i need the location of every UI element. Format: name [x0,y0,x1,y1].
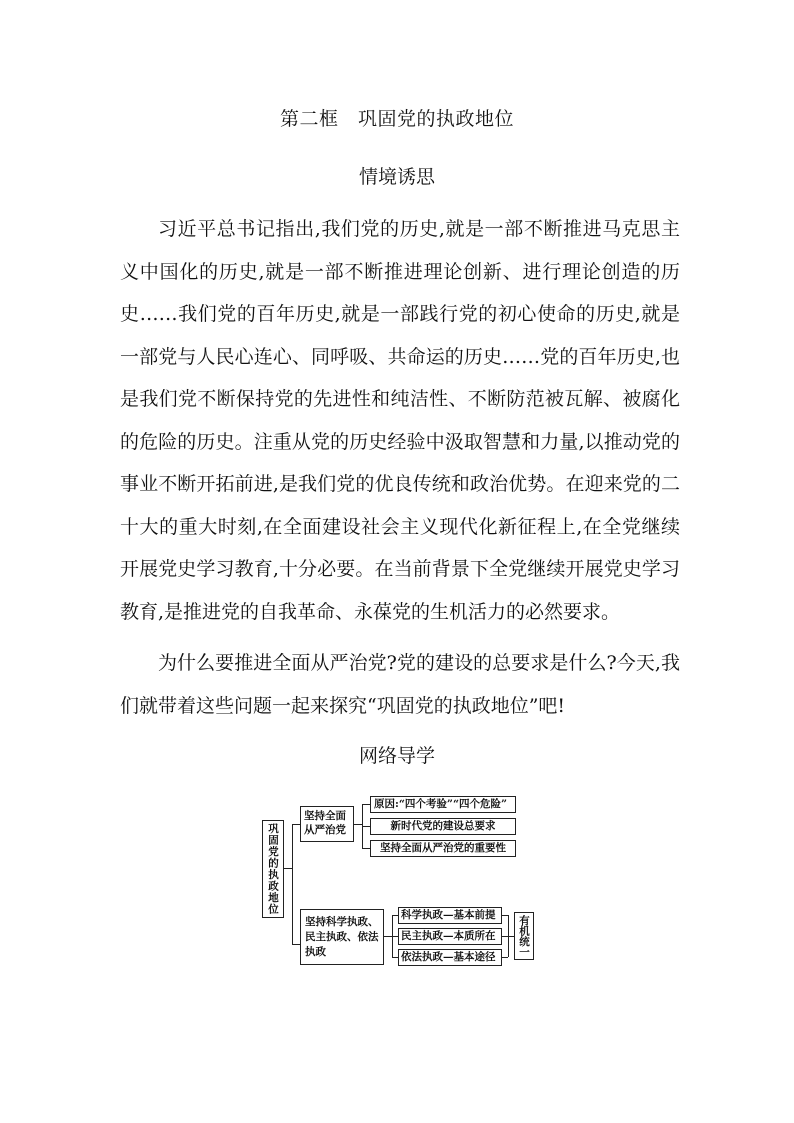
connector [354,824,362,825]
branch-governance-modes: 坚持科学执政、民主执政、依法执政 [300,909,384,965]
item-reason: 原因:“四个考验”“四个危险” [370,796,516,813]
connector [362,826,370,827]
branch-strict-governance: 坚持全面从严治党 [300,806,354,842]
page-title: 第二框 巩固党的执政地位 [279,108,514,130]
section-heading-situation: 情境诱思 [358,166,435,188]
item-organic-unity: 有机统一 [514,912,534,960]
paragraph-questions: 为什么要推进全面从严治党?党的建设的总要求是什么?今天,我们就带着这些问题一起来探究“巩固党的执政地位”吧! [120,652,680,717]
item-importance: 坚持全面从严治党的重要性 [370,840,516,857]
paragraph-context: 习近平总书记指出,我们党的历史,就是一部不断推进马克思主义中国化的历史,就是一部不断推进理论创新、进行理论创造的历史……我们党的百年历史,就是一部践行党的初心使命的历史,就是一部党与人民心连心、同呼吸、共命运的历史……党的百年历史,也是我们党不断保持党的先进性和纯洁性、不断防范被瓦解、被腐化的危险的历史。注重从党的历史经验中汲取智慧和力量,以推动党的事业不断开拓前进,是我们党的优良传统和政治优势。在迎来党的二十大的重大时刻,在全面建设社会主义现代化新征程上,在全党继续开展党史学习教育,十分必要。在当前背景下全党继续开展党史学习教育,是推进党的自我革命、永葆党的生机活力的必然要求。 [120,218,680,623]
connector [502,957,508,958]
connector [362,848,370,849]
section-heading-network: 网络导学 [358,745,435,767]
connector [362,804,370,805]
connector [292,944,300,945]
connector [292,824,293,944]
connector [384,936,392,937]
connector [292,824,300,825]
item-general-requirements: 新时代党的建设总要求 [370,818,516,835]
connector [284,868,292,869]
knowledge-diagram [262,796,534,966]
diagram-root: 巩固党的执政地位 [262,820,284,918]
item-lawful-governance: 依法执政—基本途径 [398,949,502,966]
item-democratic-governance: 民主执政—本质所在 [398,928,502,945]
item-scientific-governance: 科学执政—基本前提 [398,907,502,924]
